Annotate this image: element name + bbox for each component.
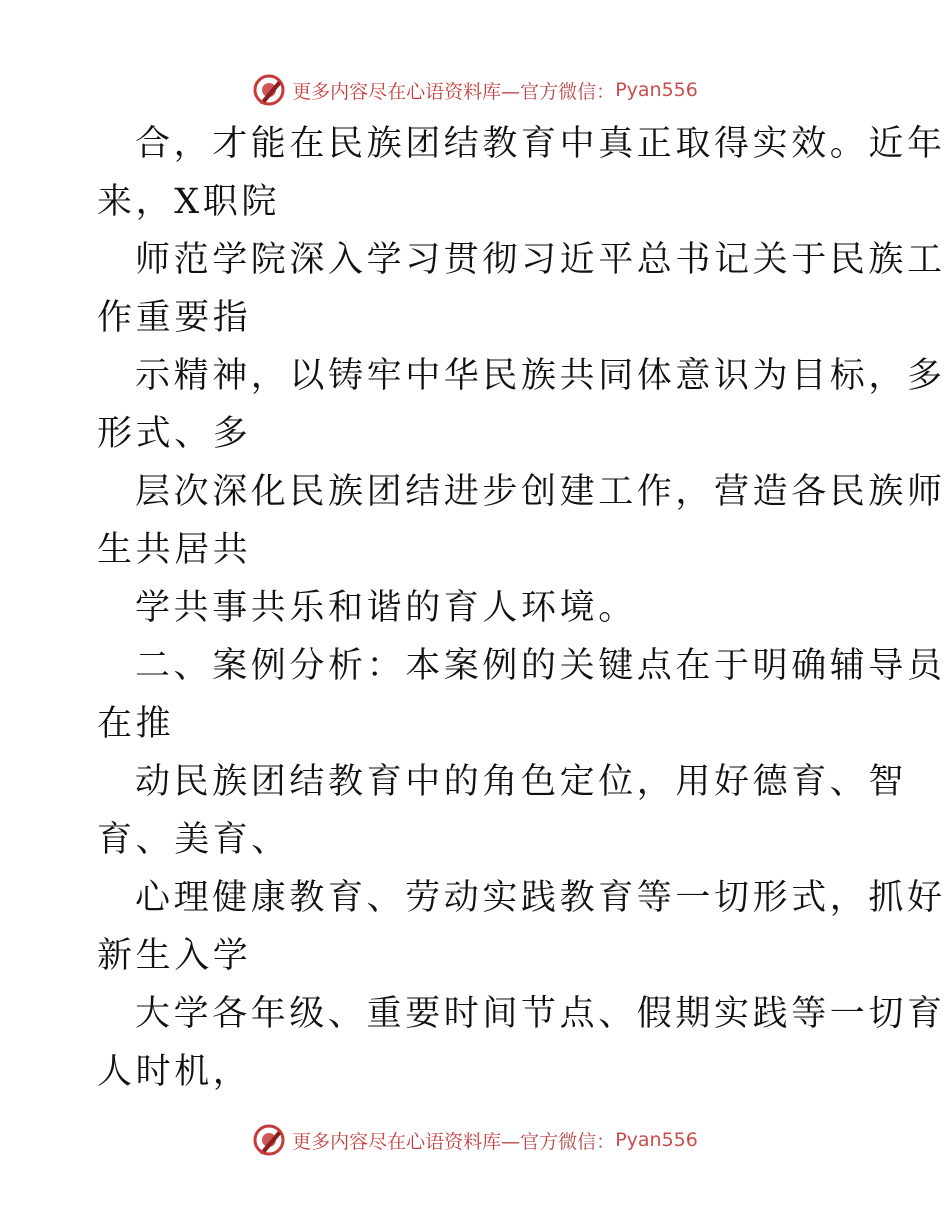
header-brand-text: 更多内容尽在心语资料库 (292, 80, 502, 103)
footer-banner (0, 1120, 950, 1160)
footer-brand-text: 更多内容尽在心语资料库 (292, 1130, 502, 1153)
header-wechat-id: Pyan556 (615, 79, 698, 101)
body-line: 大学各年级、重要时间节点、假期实践等一切育 (135, 994, 946, 1034)
body-line: 作重要指 (97, 298, 252, 338)
body-line: 新生入学 (97, 936, 252, 976)
body-line: 二、案例分析：本案例的关键点在于明确辅导员 (135, 646, 946, 686)
body-line: 形式、多 (97, 414, 252, 454)
header-banner (0, 70, 950, 110)
header-official-label: —官方微信： (501, 80, 616, 103)
pen-logo-icon (252, 1123, 286, 1157)
footer-wechat-id: Pyan556 (615, 1129, 698, 1151)
body-line: 示精神，以铸牢中华民族共同体意识为目标，多 (135, 356, 946, 396)
body-line: 来，X职院 (97, 182, 280, 222)
body-line: 人时机， (97, 1052, 252, 1092)
pen-logo-icon (252, 73, 286, 107)
body-line: 合，才能在民族团结教育中真正取得实效。近年 (135, 124, 946, 164)
body-line: 心理健康教育、劳动实践教育等一切形式，抓好 (135, 878, 946, 918)
footer-official-label: —官方微信： (501, 1130, 616, 1153)
body-line: 动民族团结教育中的角色定位，用好德育、智 (135, 762, 908, 802)
body-line: 生共居共 (97, 530, 252, 570)
body-line: 师范学院深入学习贯彻习近平总书记关于民族工 (135, 240, 946, 280)
body-line: 层次深化民族团结进步创建工作，营造各民族师 (135, 472, 946, 512)
body-line: 学共事共乐和谐的育人环境。 (135, 588, 637, 628)
body-line: 在推 (97, 704, 175, 744)
body-line: 育、美育、 (97, 820, 291, 860)
